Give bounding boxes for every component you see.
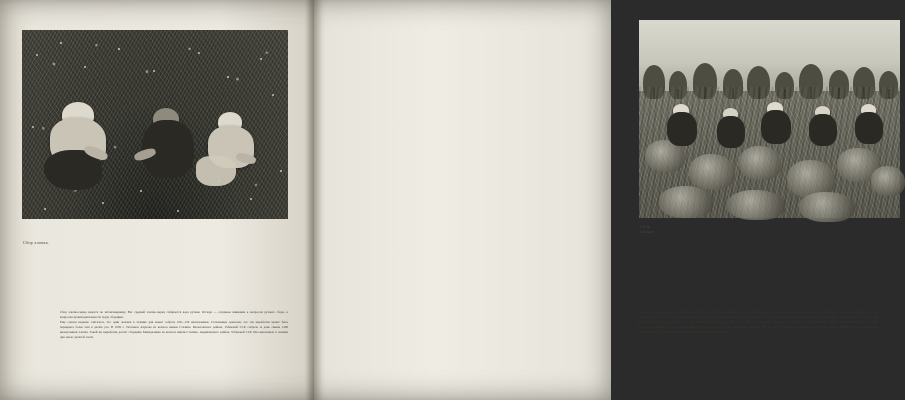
left-paragraph-1: Сбор хлопка-сырца ведется по штанговидному. Вес средней хлопко-сырец собирается вода ручная. Отсюда — огромное внимание к вопросам ручного сбора, к вопросам производительности труда сборщика. (60, 310, 288, 320)
cotton-harvest-photo-left (22, 30, 288, 219)
photo-caption-right: Сбор хлопка. (640, 224, 655, 234)
left-paragraph-2: Еще совсем недавно считалось, что один человек в течение дня может собрать 100—150 килограммов. Стахановцы доказали, что эти выработки может быть перекрыта более чем в десять раз. В 1939 г. Тахтажон Ахунова из колхоза имени Сталина, Молотовского района, Узбекской ССР, собрала за день свыше 1200 килограммов хлопка. Такой же выработки достиг сборщица Мамадалиева из колхоза имени Сталина, Андижанского района, Узбекской ССР. Она выполняла в течение дня около десятой части. (60, 320, 288, 340)
photo-caption-left: Сбор хлопка. (23, 240, 50, 245)
left-page (0, 0, 314, 400)
right-page-body-text (639, 310, 879, 335)
right-paragraph-1: нормы при рациональной организации сбора. Все стахановцы собирают хлопок двумя руками, а не одной, как работают большинство сборщиков. Стахановцы выбирают в один город-сырец и по 8—9 коробочек, выбирая его сразу из нескольких соседних коробочек. Стахановец показывающих возможных рабочего приема рабочего как, чтобы не одно теряется из прохода ряда. Для этого они применяют различные сумки, на примере ко указанию, обращения подходите и один почвенные сорока, и повышения не затрачивать время на лишнюю сорную и очищение в песке. Работа на сборе совершенно простая, она не требует времени на перехода в очистке работы. Наконец, они заполняющим специальной рабочей день за счет ликвидации организации отдыха. (639, 310, 879, 335)
left-page-body-text (60, 310, 288, 341)
right-page (314, 0, 879, 400)
cotton-harvest-photo-right (639, 20, 900, 218)
